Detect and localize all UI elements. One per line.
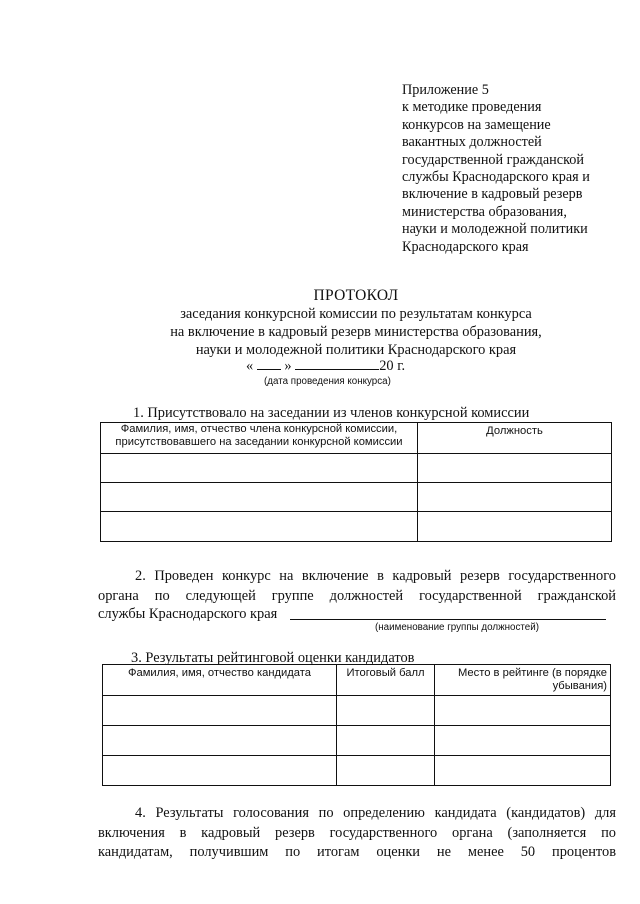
table-cell — [435, 756, 611, 786]
appendix-line: министерства образования, — [402, 203, 567, 220]
section2-paragraph — [98, 567, 616, 606]
table-cell — [435, 726, 611, 756]
section3-heading: 3. Результаты рейтинговой оценки кандидатов — [131, 650, 415, 666]
appendix-block — [402, 82, 632, 256]
table-header-row — [101, 423, 612, 454]
table-header-row — [103, 665, 611, 696]
table-row — [103, 756, 611, 786]
day-blank — [257, 357, 281, 370]
table-cell — [103, 696, 337, 726]
appendix-line: включение в кадровый резерв — [402, 186, 583, 203]
open-quote: « — [246, 358, 254, 374]
appendix-line: службы Краснодарского края и — [402, 169, 590, 186]
table-row — [101, 483, 612, 512]
table-cell — [337, 696, 435, 726]
section1-heading: 1. Присутствовало на заседании из членов конкурсной комиссии — [133, 405, 530, 421]
rating-table — [102, 664, 611, 786]
date-line — [246, 357, 405, 375]
paragraph-line: 2. Проведен конкурс на включение в кадровый резерв государственного — [135, 568, 616, 584]
column-header-position: Должность — [418, 423, 612, 454]
appendix-line: науки и молодежной политики — [402, 221, 588, 238]
table-cell — [435, 696, 611, 726]
document-title: ПРОТОКОЛ — [313, 287, 399, 304]
table-row — [103, 696, 611, 726]
column-header-rank: Место в рейтинге (в порядке убывания) — [435, 665, 611, 696]
members-table — [100, 422, 612, 542]
column-header-member: Фамилия, имя, отчество члена конкурсной комиссии, присутствовавшего на заседании конкурсной комиссии — [101, 423, 418, 454]
table-row — [103, 726, 611, 756]
paragraph-line: кандидатам, получившим по итогам оценки не менее 50 процентов — [98, 844, 616, 860]
appendix-line: вакантных должностей — [402, 134, 542, 151]
close-quote: » — [284, 358, 292, 374]
subtitle-line: на включение в кадровый резерв министерства образования, — [170, 324, 542, 340]
appendix-line: Приложение 5 — [402, 82, 489, 98]
date-caption: (дата проведения конкурса) — [264, 376, 391, 387]
month-blank — [295, 357, 379, 370]
paragraph-line: включения в кадровый резерв государственного органа (заполняется по — [98, 824, 616, 841]
table-row — [101, 512, 612, 542]
table-cell — [418, 483, 612, 512]
section4-paragraph — [98, 804, 616, 863]
appendix-line: государственной гражданской — [402, 151, 584, 168]
table-row — [101, 454, 612, 483]
table-cell — [101, 483, 418, 512]
subtitle-line: науки и молодежной политики Краснодарского края — [195, 342, 517, 358]
paragraph-line: органа по следующей группе должностей государственной гражданской — [98, 587, 616, 604]
table-cell — [418, 512, 612, 542]
table-cell — [101, 512, 418, 542]
table-cell — [337, 756, 435, 786]
table-cell — [103, 756, 337, 786]
column-header-score: Итоговый балл — [337, 665, 435, 696]
position-group-caption: (наименование группы должностей) — [375, 622, 539, 633]
position-group-blank — [290, 619, 606, 620]
section2-last-line: службы Краснодарского края — [98, 606, 278, 622]
table-cell — [103, 726, 337, 756]
table-cell — [418, 454, 612, 483]
table-cell — [101, 454, 418, 483]
column-header-candidate: Фамилия, имя, отчество кандидата — [103, 665, 337, 696]
table-cell — [337, 726, 435, 756]
appendix-line: конкурсов на замещение — [402, 116, 551, 133]
appendix-line: Краснодарского края — [402, 238, 529, 255]
paragraph-line: 4. Результаты голосования по определению кандидата (кандидатов) для — [135, 805, 616, 821]
year-suffix: 20 г. — [379, 358, 406, 374]
subtitle-line: заседания конкурсной комиссии по результатам конкурса — [180, 306, 532, 322]
appendix-line: к методике проведения — [402, 99, 542, 116]
